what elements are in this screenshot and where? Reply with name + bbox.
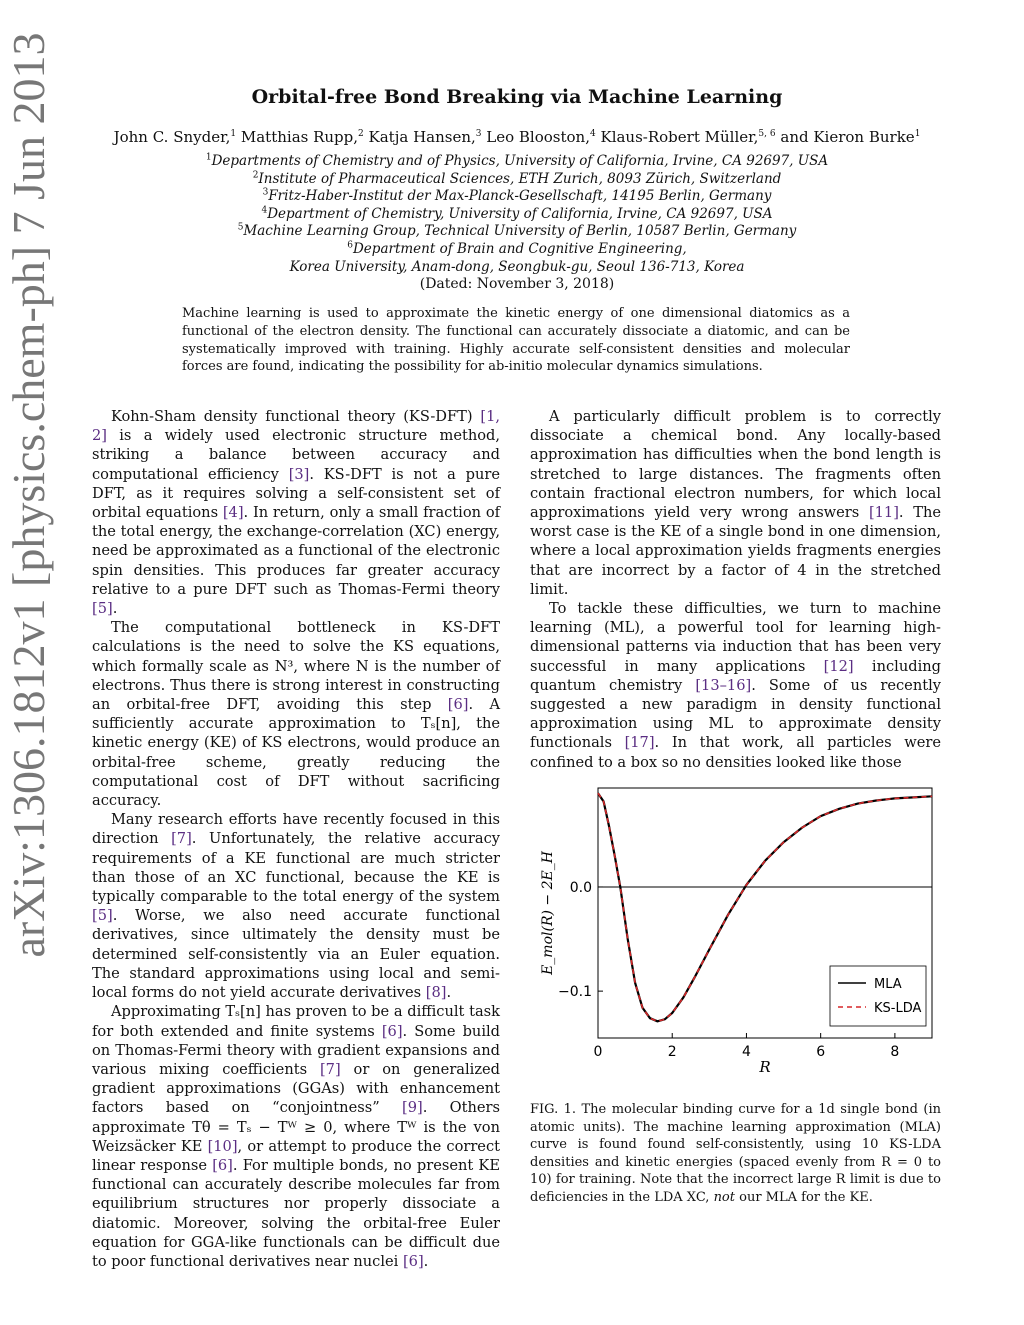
affiliation-line: [0, 188, 1024, 204]
author-name: John C. Snyder,: [113, 128, 231, 146]
y-axis-label: E_mol(R) − 2E_H: [540, 851, 556, 975]
affiliation-text: Department of Chemistry, University of California, Irvine, CA 92697, USA: [267, 205, 773, 222]
author-name: Matthias Rupp,: [236, 128, 359, 146]
legend-label: MLA: [874, 977, 902, 992]
body-paragraph: [92, 407, 500, 618]
author-affiliation-mark: 4: [589, 129, 596, 139]
affiliation-text: Korea University, Anam-dong, Seongbuk-gu, Seoul 136-713, Korea: [289, 258, 745, 275]
x-tick-label: 8: [890, 1044, 900, 1060]
paragraph-text: , or attempt to produce the correct linear response: [92, 1137, 500, 1174]
paragraph-text: To tackle these difficulties, we turn to machine learning (ML), a powerful tool for learning high-dimensional patterns via induction that has been very successful in many applications: [530, 600, 941, 675]
right-column: [530, 407, 941, 772]
affiliation-text: Fritz-Haber-Institut der Max-Planck-Gesellschaft, 14195 Berlin, Germany: [268, 188, 772, 205]
affiliation-number: 3: [262, 187, 269, 198]
affiliation-line: [0, 241, 1024, 257]
paragraph-text: . Others approximate Tθ = Tₛ − Tᵂ ≥ 0, where Tᵂ is the von Weizsäcker KE: [92, 1099, 500, 1155]
affiliation-text: Department of Brain and Cognitive Engineering,: [352, 241, 687, 257]
citation-link[interactable]: [13–16]: [695, 676, 752, 694]
citation-link[interactable]: [3]: [288, 465, 310, 483]
paragraph-text: A particularly difficult problem is to correctly dissociate a chemical bond. Any locally-based approximation has difficulties when the bond length is stretched to large distances. The fragments often contain fractional electron numbers, for which local approximations yield very wrong answers: [530, 408, 941, 522]
paragraph-text: Many research efforts have recently focused in this direction: [92, 811, 500, 848]
paragraph-text: . Worse, we also need accurate functional derivatives, since ultimately the density must be determined self-consistently via an Euler equation. The standard approximations using local and semi-local forms do not yield accurate derivatives: [92, 907, 500, 1002]
body-paragraph: [92, 810, 500, 1002]
affiliation-number: 6: [347, 240, 353, 251]
caption-text: FIG. 1. The molecular binding curve for a 1d single bond (in atomic units). The machine learning approximation (MLA) curve is found found self-consistently, using 10 KS-LDA densities and kinetic energies (spaced evenly from R = 0 to 10) for training. Note that the incorrect large R limit is due to deficiencies in the LDA XC,: [530, 1102, 941, 1205]
paragraph-text: or on generalized gradient approximations (GGAs) with enhancement factors based on “conjointness”: [92, 1060, 500, 1117]
paragraph-text: .: [112, 600, 118, 618]
affiliation-text: Departments of Chemistry and of Physics, University of California, Irvine, CA 92697, USA: [211, 153, 829, 169]
citation-link[interactable]: [10]: [207, 1137, 238, 1155]
citation-link[interactable]: [11]: [868, 504, 899, 522]
paragraph-text: . Some of us recently suggested a new paradigm in density functional approximation using ML to approximate density functionals: [530, 676, 941, 752]
affiliation-number: 5: [237, 222, 244, 233]
x-tick-label: 2: [667, 1044, 677, 1060]
author-list: [0, 128, 1024, 146]
paragraph-text: . Some build on Thomas-Fermi theory with gradient expansions and various mixing coefficients: [92, 1022, 500, 1078]
y-tick-label: −0.1: [558, 984, 592, 1001]
affiliation-text: Machine Learning Group, Technical University of Berlin, 10587 Berlin, Germany: [243, 223, 797, 240]
author-affiliation-mark: 1: [230, 129, 237, 139]
paragraph-text: . For multiple bonds, no present KE functional can accurately describe molecules far from equilibrium structures nor properly dissociate a diatomic. Moreover, solving the orbital-free Euler equation for GGA-like functionals can be difficult due to poor functional derivatives near nuclei: [92, 1156, 500, 1270]
paragraph-text: . In return, only a small fraction of the total energy, the exchange-correlation (XC) energy, need be approximated as a functional of the electronic spin densities. This produces far greater accuracy relative to a pure DFT such as Thomas-Fermi theory: [92, 504, 501, 598]
author-name: Klaus-Robert Müller,: [595, 128, 759, 146]
paragraph-text: The computational bottleneck in KS-DFT calculations is the need to solve the KS equations, which formally scale as N³, where N is the number of electrons. Thus there is strong interest in constructing an orbital-free DFT, avoiding this step: [92, 619, 500, 714]
paper-title: Orbital-free Bond Breaking via Machine Learning: [251, 86, 783, 108]
citation-link[interactable]: [7]: [319, 1060, 341, 1078]
author-affiliation-mark: 2: [358, 129, 364, 139]
body-paragraph: [530, 407, 941, 599]
paragraph-text: is a widely used electronic structure method, striking a balance between accuracy and computational efficiency: [92, 427, 500, 483]
affiliation-line: [0, 171, 1024, 187]
affiliation-line: [0, 206, 1024, 222]
figure-caption: [530, 1101, 941, 1207]
citation-link[interactable]: [6]: [402, 1252, 424, 1270]
affiliation-line: [0, 259, 1024, 275]
paragraph-text: Approximating Tₛ[n] has proven to be a difficult task for both extended and finite systems: [92, 1003, 500, 1040]
affiliation-number: 1: [205, 152, 212, 163]
paragraph-text: . Unfortunately, the relative accuracy requirements of a KE functional are much stricter than those of an XC functional, because the KE is typically comparable to the total energy of the system: [92, 830, 500, 906]
caption-text: our MLA for the KE.: [735, 1189, 873, 1205]
citation-link[interactable]: [6]: [212, 1156, 233, 1174]
affiliation-number: 2: [252, 170, 259, 181]
citation-link[interactable]: [7]: [171, 830, 192, 848]
citation-link[interactable]: [4]: [222, 504, 244, 522]
legend-label: KS-LDA: [874, 1001, 922, 1016]
arxiv-stamp: arXiv:1306.1812v1 [physics.chem-ph] 7 Jun 2013: [3, 32, 54, 958]
paragraph-text: . In that work, all particles were confined to a box so no densities looked like those: [530, 734, 941, 771]
citation-link[interactable]: [6]: [447, 696, 469, 714]
x-axis-label: R: [759, 1058, 771, 1076]
date-line: (Dated: November 3, 2018): [419, 276, 615, 292]
x-tick-label: 0: [593, 1044, 603, 1060]
body-paragraph: [92, 618, 500, 810]
author-name: and Kieron Burke: [775, 128, 915, 146]
citation-link[interactable]: [1, 2]: [92, 408, 500, 445]
legend-box: [830, 966, 926, 1026]
body-paragraph: [530, 599, 941, 772]
x-tick-label: 4: [741, 1044, 751, 1060]
figure-binding-curve: [530, 770, 942, 1090]
citation-link[interactable]: [9]: [402, 1099, 423, 1117]
citation-link[interactable]: [5]: [92, 600, 113, 618]
paragraph-text: . The worst case is the KE of a single bond in one dimension, where a local approximation yields fragments energies that are incorrect by a factor of 4 in the stretched limit.: [530, 504, 941, 598]
author-name: Katja Hansen,: [363, 128, 476, 146]
affiliation-line: [0, 153, 1024, 169]
x-tick-label: 6: [816, 1044, 826, 1060]
citation-link[interactable]: [17]: [624, 734, 655, 752]
author-affiliation-mark: 1: [914, 129, 921, 139]
paragraph-text: Kohn-Sham density functional theory (KS-DFT): [110, 408, 481, 425]
abstract: Machine learning is used to approximate the kinetic energy of one dimensional diatomics as a functional of the electron density. The functional can accurately dissociate a diatomic, and can be systematically improved with training. Highly accurate self-consistent densities and molecular forces are found, indicating the possibility for ab-initio molecular dynamics simulations.: [182, 306, 850, 375]
paragraph-text: .: [446, 984, 452, 1002]
affiliation-text: Institute of Pharmaceutical Sciences, ETH Zurich, 8093 Zürich, Switzerland: [258, 170, 782, 187]
paragraph-text: . KS-DFT is not a pure DFT, as it requires solving a self-consistent set of orbital equations: [92, 465, 500, 522]
paragraph-text: .: [423, 1252, 429, 1270]
affiliation-line: [0, 223, 1024, 239]
body-paragraph: [92, 1002, 500, 1271]
citation-link[interactable]: [12]: [823, 657, 854, 675]
left-column: [92, 407, 500, 1271]
author-affiliation-mark: 5, 6: [758, 129, 776, 139]
author-name: Leo Blooston,: [481, 128, 590, 146]
author-affiliation-mark: 3: [475, 129, 482, 139]
paragraph-text: . A sufficiently accurate approximation to Tₛ[n], the kinetic energy (KE) of KS electrons, would produce an orbital-free scheme, greatly reducing the computational cost of DFT without sacrificing accuracy.: [92, 696, 500, 810]
citation-link[interactable]: [6]: [381, 1022, 403, 1040]
citation-link[interactable]: [5]: [92, 907, 113, 925]
caption-emphasis: not: [713, 1189, 735, 1205]
y-tick-label: 0.0: [569, 879, 592, 896]
citation-link[interactable]: [8]: [425, 984, 447, 1002]
affiliation-number: 4: [261, 205, 268, 216]
paragraph-text: including quantum chemistry: [530, 657, 941, 694]
